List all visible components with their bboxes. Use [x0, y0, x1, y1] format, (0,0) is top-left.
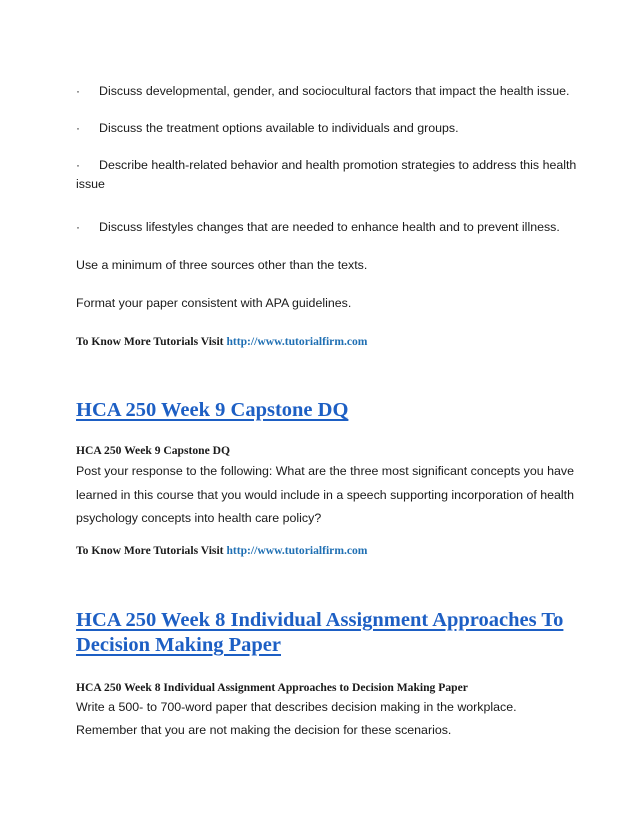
tutorial-prefix: To Know More Tutorials Visit	[76, 544, 227, 557]
section-subheading: HCA 250 Week 9 Capstone DQ	[76, 444, 231, 457]
bullet-marker: ·	[76, 84, 80, 98]
body-line: learned in this course that you would include in a speech supporting incorporation of health	[76, 488, 575, 502]
body-line: Write a 500- to 700-word paper that describes decision making in the workplace.	[76, 700, 517, 714]
body-line: Remember that you are not making the decision for these scenarios.	[76, 723, 452, 737]
body-line: psychology concepts into health care policy?	[76, 511, 322, 525]
bullet-text-continuation: issue	[76, 177, 105, 191]
tutorial-line	[76, 335, 367, 348]
bullet-marker: ·	[76, 220, 80, 234]
bullet-marker: ·	[76, 121, 80, 135]
bullet-text: Discuss the treatment options available to individuals and groups.	[99, 121, 459, 135]
bullet-marker: ·	[76, 158, 80, 172]
tutorial-link[interactable]: http://www.tutorialfirm.com	[226, 335, 368, 348]
section-heading-decision-making-line2[interactable]: Decision Making Paper	[76, 634, 281, 656]
section-heading-capstone-dq[interactable]: HCA 250 Week 9 Capstone DQ	[76, 399, 349, 421]
body-line: Post your response to the following: What are the three most significant concepts you have	[76, 464, 574, 478]
paragraph-format: Format your paper consistent with APA guidelines.	[76, 296, 352, 310]
tutorial-link[interactable]: http://www.tutorialfirm.com	[226, 544, 368, 557]
bullet-text: Describe health-related behavior and health promotion strategies to address this health	[99, 158, 577, 172]
section-heading-decision-making[interactable]: HCA 250 Week 8 Individual Assignment Approaches To	[76, 609, 564, 631]
tutorial-prefix: To Know More Tutorials Visit	[76, 335, 227, 348]
tutorial-line	[76, 544, 367, 557]
section-subheading: HCA 250 Week 8 Individual Assignment Approaches to Decision Making Paper	[76, 681, 468, 694]
bullet-text: Discuss lifestyles changes that are needed to enhance health and to prevent illness.	[99, 220, 560, 234]
paragraph-sources: Use a minimum of three sources other than the texts.	[76, 258, 368, 272]
bullet-text: Discuss developmental, gender, and sociocultural factors that impact the health issue.	[99, 84, 570, 98]
